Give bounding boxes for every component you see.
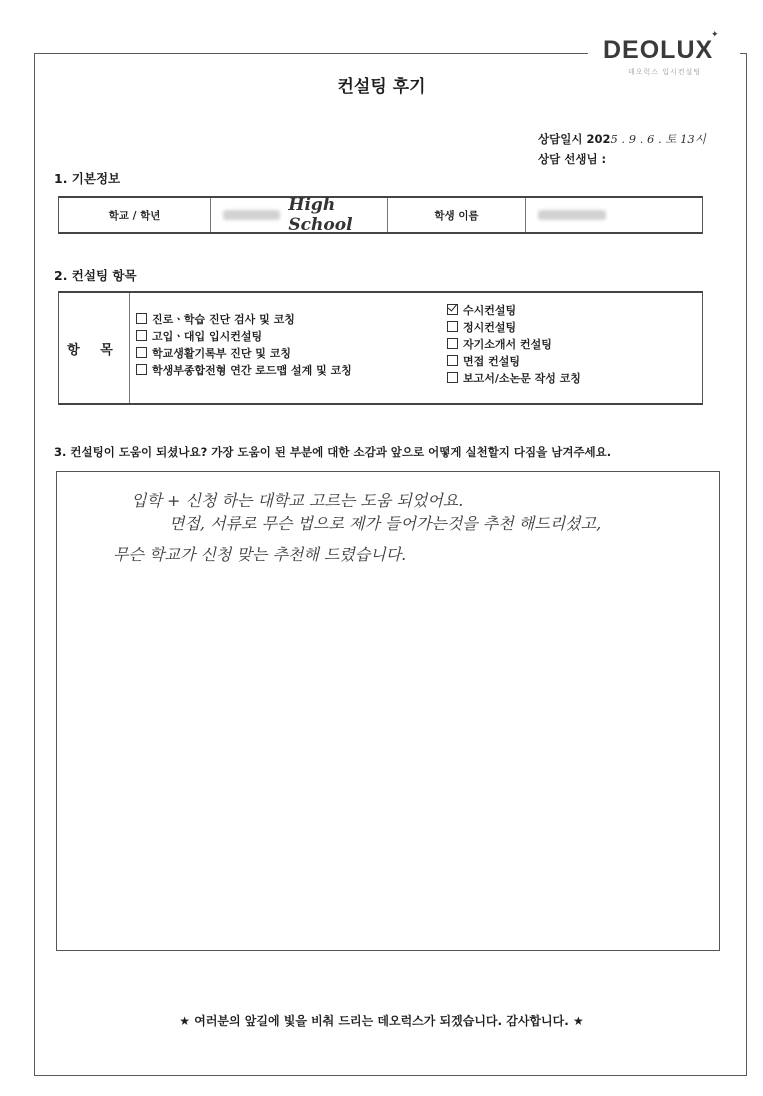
student-name-label: 학생 이름 [388,198,526,232]
school-value: High School [288,195,353,235]
checkbox-icon [447,321,458,332]
checkbox-icon [136,347,147,358]
page-title: 컨설팅 후기 [337,77,426,97]
item-susi-consulting: 수시컨설팅 [447,302,581,319]
logo-star-icon: ✦ [711,30,719,40]
answer-line-1: 입학 + 신청 하는 대학교 고르는 도움 되었어요. [131,491,464,510]
items-left-column [136,311,352,379]
brand-subtitle: 데오럭스 입시컨설팅 [628,68,702,76]
basic-info-table [58,196,703,234]
item-interview: 면접 컨설팅 [447,353,581,370]
checkbox-icon [136,313,147,324]
consult-date [538,131,706,147]
feedback-answer-box [56,471,720,951]
student-name-cell [526,198,702,232]
item-report-coaching: 보고서/소논문 작성 코칭 [447,370,581,387]
date-value: 5 . 9 . 6 . 토 13시 [610,132,706,146]
school-value-cell [211,195,388,235]
item-admission-consulting: 고입ㆍ대입 입시컨설팅 [136,328,352,345]
counselor [538,151,606,167]
item-jeongsi-consulting: 정시컨설팅 [447,319,581,336]
answer-line-3: 무슨 학교가 신청 맞는 추천해 드렸습니다. [113,545,407,564]
feedback-question: 3. 컨설팅이 도움이 되셨나요? 가장 도움이 된 부분에 대한 소감과 앞으로 어떻게 실천할지 다짐을 남겨주세요. [54,445,612,459]
item-career-diagnosis: 진로ㆍ학습 진단 검사 및 코칭 [136,311,352,328]
section-basic-info-heading: 1. 기본정보 [54,171,121,186]
items-label: 항 목 [59,293,130,403]
items-right-column [447,302,581,387]
item-record-diagnosis: 학교생활기록부 진단 및 코칭 [136,345,352,362]
brand-logo: DEOLUX [603,36,714,64]
item-roadmap-design: 학생부종합전형 연간 로드맵 설계 및 코칭 [136,362,352,379]
section-items-heading: 2. 컨설팅 항목 [54,268,137,283]
school-label: 학교 / 학년 [59,198,211,232]
redacted-school-name [223,210,280,220]
redacted-student-name [538,210,606,220]
counselor-label: 상담 선생님 : [538,152,607,166]
checkbox-icon [447,338,458,349]
item-self-intro: 자기소개서 컨설팅 [447,336,581,353]
checkbox-icon [136,330,147,341]
checkbox-icon [447,372,458,383]
checkbox-icon [136,364,147,375]
checked-checkbox-icon [447,304,458,315]
date-label: 상담일시 202 [538,132,611,146]
footer-message: ★ 여러분의 앞길에 빛을 비춰 드리는 데오럭스가 되겠습니다. 감사합니다. ★ [179,1014,584,1028]
answer-line-2: 면접, 서류로 무슨 법으로 제가 들어가는것을 추천 해드리셨고, [169,514,602,533]
checkbox-icon [447,355,458,366]
